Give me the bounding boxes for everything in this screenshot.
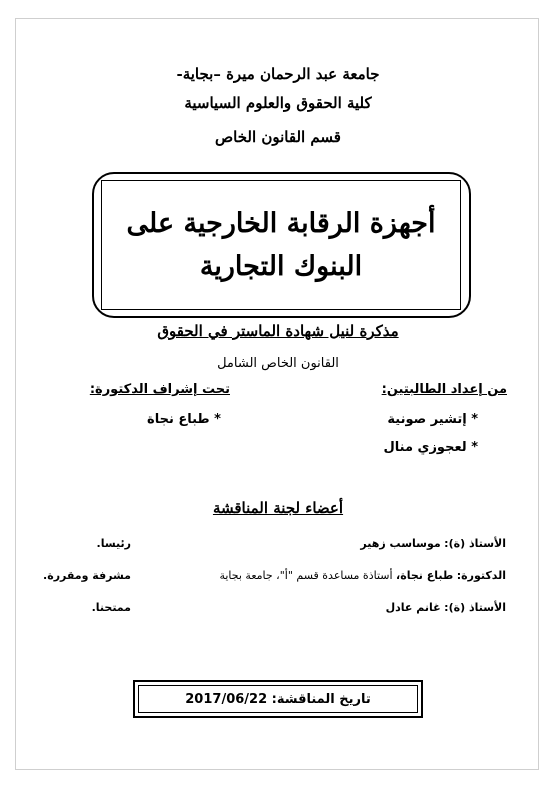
- jury-member: [360, 537, 506, 550]
- jury-member: [386, 601, 506, 614]
- jury-row: [0, 537, 556, 557]
- jury-member: [219, 569, 506, 582]
- title-frame: [101, 180, 461, 310]
- jury-role: رئيسا.: [96, 537, 131, 550]
- jury-member-name: موساسب زهير: [360, 537, 441, 550]
- jury-member-title: الأستاذ (ة):: [444, 601, 506, 614]
- thesis-degree-line: مذكرة لنيل شهادة الماستر في الحقوق: [157, 322, 399, 340]
- department-name: قسم القانون الخاص: [215, 128, 341, 146]
- jury-row: [0, 601, 556, 621]
- supervisor-name: * طباع نجاة: [147, 412, 221, 427]
- defense-date-box: [138, 685, 418, 713]
- prepared-by-label: من إعداد الطالبتين:: [381, 382, 507, 397]
- defense-date-label: تاريخ المناقشة:: [271, 691, 371, 707]
- jury-title: أعضاء لجنة المناقشة: [212, 499, 344, 517]
- speciality: القانون الخاص الشامل: [217, 356, 339, 371]
- student-name: * لعجوزي منال: [383, 440, 478, 455]
- jury-role: ممتحنا.: [91, 601, 131, 614]
- jury-member-title: الأستاذ (ة):: [444, 537, 506, 550]
- jury-member-affiliation: أستاذة مساعدة قسم "أ"، جامعة بجاية: [219, 569, 393, 582]
- defense-date-value: 2017/06/22: [185, 691, 268, 707]
- faculty-name: كلية الحقوق والعلوم السياسية: [184, 94, 372, 112]
- jury-member-title: الدكتورة:: [456, 569, 506, 582]
- supervision-label: تحت إشراف الدكتورة:: [89, 382, 230, 397]
- jury-role: مشرفة ومقررة.: [43, 569, 131, 582]
- title-line-1: أجهزة الرقابة الخارجية على: [126, 207, 436, 239]
- title-line-2: البنوك التجارية: [199, 251, 363, 282]
- jury-member-name: طباع نجاة،: [396, 569, 454, 582]
- student-name: * إتشير صونية: [387, 412, 478, 427]
- university-name: جامعة عبد الرحمان ميرة –بجاية-: [176, 65, 380, 83]
- jury-row: [0, 569, 556, 589]
- jury-member-name: غانم عادل: [385, 601, 441, 614]
